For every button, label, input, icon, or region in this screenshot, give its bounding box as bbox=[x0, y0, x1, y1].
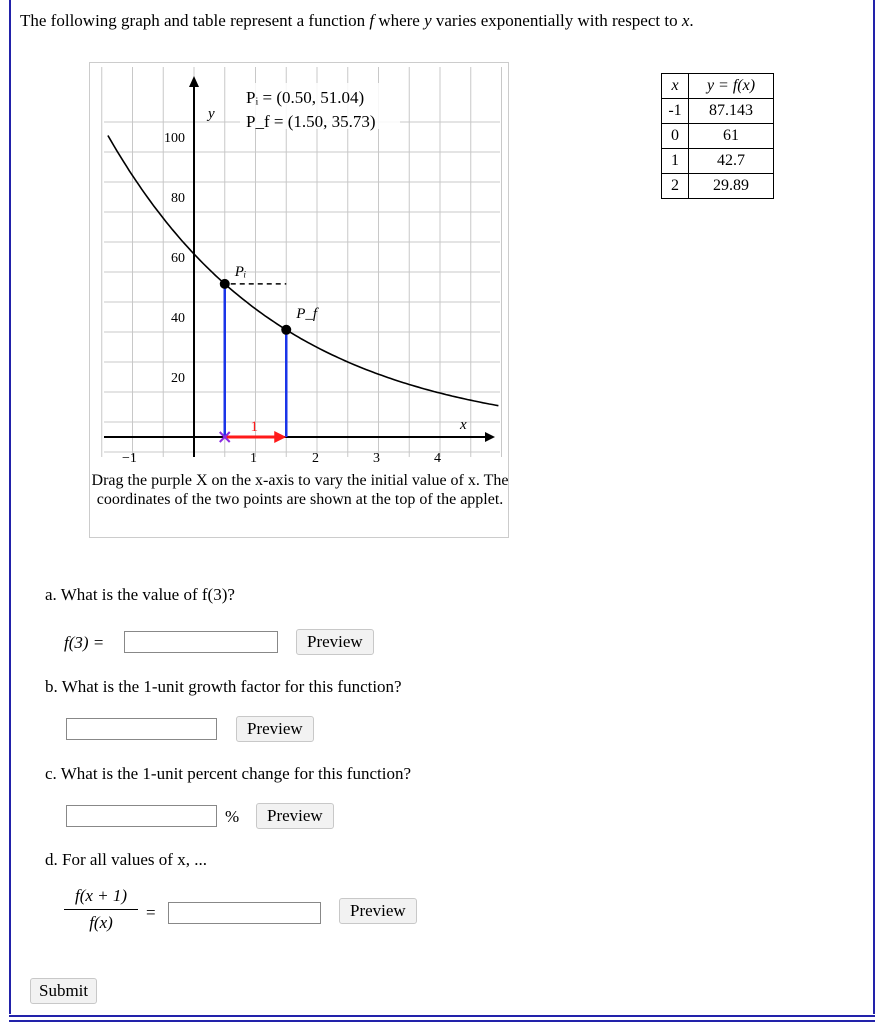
x-tick-labels bbox=[122, 451, 441, 466]
point-pf-label: P_f bbox=[296, 305, 318, 322]
answer-d-input[interactable] bbox=[168, 902, 321, 924]
x-tick-label: −1 bbox=[122, 451, 137, 466]
axes bbox=[104, 76, 495, 457]
applet-caption: Drag the purple X on the x-axis to vary the initial value of x. The coordinates of the two points are shown at the top of the applet. bbox=[91, 472, 509, 508]
preview-button-a[interactable]: Preview bbox=[296, 629, 374, 655]
table-cell: 1 bbox=[662, 149, 689, 174]
table-cell: -1 bbox=[662, 99, 689, 124]
table-row bbox=[662, 124, 774, 149]
question-a: a. What is the value of f(3)? bbox=[45, 585, 235, 604]
table-cell: 29.89 bbox=[689, 174, 774, 199]
x-axis-label: x bbox=[460, 417, 467, 433]
answer-b-input[interactable] bbox=[66, 718, 217, 740]
y-tick-label: 40 bbox=[171, 311, 185, 326]
answer-c-input[interactable] bbox=[66, 805, 217, 827]
submit-button[interactable]: Submit bbox=[30, 978, 97, 1004]
pf-coordinates: P_f = (1.50, 35.73) bbox=[246, 112, 376, 131]
pi-coordinates: Pᵢ = (0.50, 51.04) bbox=[246, 88, 365, 107]
equals-sign: = bbox=[146, 903, 156, 922]
answer-a-input[interactable] bbox=[124, 631, 278, 653]
graph-applet bbox=[89, 62, 509, 538]
y-axis-arrow-icon bbox=[189, 76, 199, 87]
y-tick-label: 20 bbox=[171, 371, 185, 386]
table-cell: 0 bbox=[662, 124, 689, 149]
question-d: d. For all values of x, ... bbox=[45, 850, 207, 869]
table-row bbox=[662, 149, 774, 174]
delta-x-label: 1 bbox=[250, 419, 258, 435]
bottom-rule-2 bbox=[9, 1020, 875, 1022]
problem-statement: The following graph and table represent a function f where y varies exponentially with respect to x. bbox=[20, 11, 694, 30]
table-header-x: x bbox=[662, 74, 689, 99]
x-tick-label: 1 bbox=[250, 451, 257, 466]
x-tick-label: 2 bbox=[312, 451, 319, 466]
question-a-label: f(3) = bbox=[64, 633, 105, 652]
table-header-y: y = f(x) bbox=[689, 74, 774, 99]
x-tick-label: 3 bbox=[373, 451, 380, 466]
delta-arrow-head-icon bbox=[274, 431, 286, 443]
table-row bbox=[662, 174, 774, 199]
table-row bbox=[662, 99, 774, 124]
table-cell: 61 bbox=[689, 124, 774, 149]
percent-unit: % bbox=[225, 807, 240, 826]
ratio-denominator: f(x) bbox=[89, 913, 113, 932]
question-b: b. What is the 1-unit growth factor for this function? bbox=[45, 677, 402, 696]
x-tick-label: 4 bbox=[434, 451, 441, 466]
table-cell: 87.143 bbox=[689, 99, 774, 124]
x-axis-arrow-icon bbox=[485, 432, 495, 442]
y-tick-label: 80 bbox=[171, 191, 185, 206]
ratio-fraction bbox=[64, 886, 138, 933]
table-cell: 42.7 bbox=[689, 149, 774, 174]
preview-button-b[interactable]: Preview bbox=[236, 716, 314, 742]
question-c: c. What is the 1-unit percent change for this function? bbox=[45, 764, 412, 783]
y-tick-label: 60 bbox=[171, 251, 185, 266]
y-tick-labels bbox=[164, 131, 185, 386]
table-cell: 2 bbox=[662, 174, 689, 199]
preview-button-c[interactable]: Preview bbox=[256, 803, 334, 829]
point-pf bbox=[281, 325, 291, 335]
point-pi bbox=[220, 279, 230, 289]
ratio-numerator: f(x + 1) bbox=[64, 886, 138, 910]
point-pi-label: Pᵢ bbox=[234, 263, 247, 280]
y-axis-label: y bbox=[208, 106, 215, 122]
bottom-rule bbox=[9, 1015, 875, 1017]
y-tick-label: 100 bbox=[164, 131, 185, 146]
preview-button-d[interactable]: Preview bbox=[339, 898, 417, 924]
graph-canvas bbox=[90, 63, 510, 473]
values-table bbox=[661, 73, 774, 199]
table-header-row bbox=[662, 74, 774, 99]
